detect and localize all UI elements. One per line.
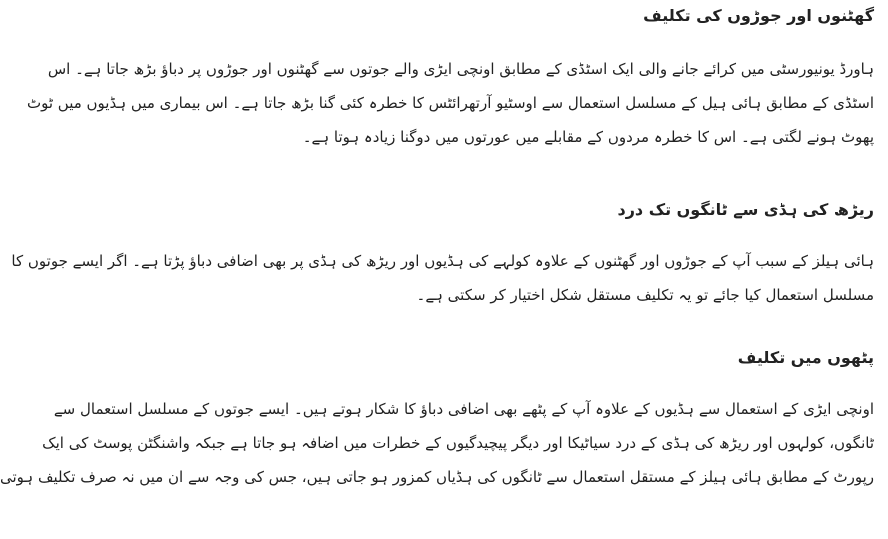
section-heading-spine-to-legs-pain: ریڑھ کی ہڈی سے ٹانگوں تک درد [617, 200, 874, 219]
paragraph-line: مسلسل استعمال کیا جائے تو یہ تکلیف مستقل شکل اختیار کر سکتی ہے۔ [416, 286, 874, 304]
section-paragraph-knee-joint-pain [26, 52, 874, 154]
section-heading-knee-joint-pain: گھٹنوں اور جوڑوں کی تکلیف [643, 6, 874, 25]
paragraph-line: اسٹڈی کے مطابق ہائی ہیل کے مسلسل استعمال سے اوسٹیو آرتھرائٹس کا خطرہ کئی گنا بڑھ جاتا ہے۔ اس بیماری میں ہڈیوں میں ٹوٹ [26, 94, 874, 112]
section-paragraph-spine-to-legs-pain [11, 244, 874, 312]
paragraph-line: اونچی ایڑی کے استعمال سے ہڈیوں کے علاوہ آپ کے پٹھے بھی اضافی دباؤ کا شکار ہوتے ہیں۔ ایسے جوتوں کے مسلسل استعمال سے [53, 400, 874, 418]
paragraph-line: ہائی ہیلز کے سبب آپ کے جوڑوں اور گھٹنوں کے علاوہ کولہے کی ہڈیوں اور ریڑھ کی ہڈی پر بھی اضافی دباؤ پڑتا ہے۔ اگر ایسے جوتوں کا [11, 252, 874, 270]
paragraph-line: ہاورڈ یونیورسٹی میں کرائے جانے والی ایک اسٹڈی کے مطابق اونچی ایڑی والے جوتوں سے گھٹنوں اور جوڑوں پر دباؤ بڑھ جاتا ہے۔ اس [47, 60, 874, 78]
paragraph-line: ٹانگوں، کولہوں اور ریڑھ کی ہڈی کے درد سیاٹیکا اور دیگر پیچیدگیوں کے خطرات میں اضافہ ہو جاتا ہے جبکہ واشنگٹن پوسٹ کی ایک [42, 434, 874, 452]
section-paragraph-muscle-pain [0, 392, 874, 494]
paragraph-line: رپورٹ کے مطابق ہائی ہیلز کے مستقل استعمال سے ٹانگوں کی ہڈیاں کمزور ہو جاتی ہیں، جس کی وجہ سے ان میں نہ صرف تکلیف ہوتی [0, 468, 874, 486]
paragraph-line: پھوٹ ہونے لگتی ہے۔ اس کا خطرہ مردوں کے مقابلے میں عورتوں میں دوگنا زیادہ ہوتا ہے۔ [302, 128, 874, 146]
section-heading-muscle-pain: پٹھوں میں تکلیف [737, 348, 874, 367]
